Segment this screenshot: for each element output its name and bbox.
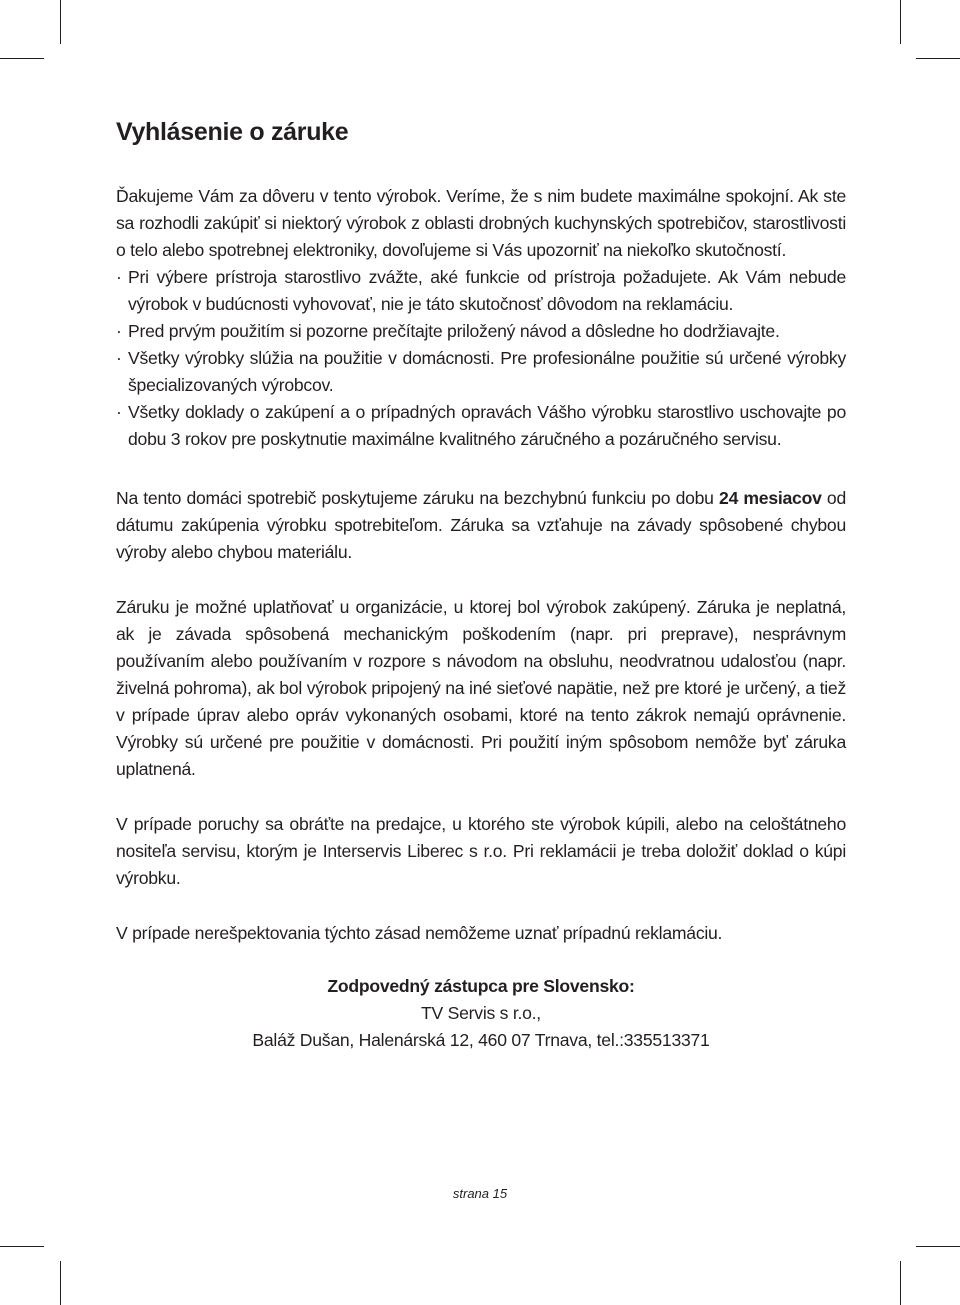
document-body — [116, 114, 846, 1054]
list-item: · Všetky doklady o zakúpení a o prípadných opravách Vášho výrobku starostlivo uschovajte po dobu 3 rokov pre poskytnutie maximálne kvalitného záručného a pozáručného servisu. — [116, 399, 846, 453]
warranty-paragraph: Na tento domáci spotrebič poskytujeme záruku na bezchybnú funkciu po dobu 24 mesiacov od dátumu zakúpenia výrobku spotrebiteľom. Záruka sa vzťahuje na závady spôsobené chybou výroby alebo chybou materiálu. — [116, 488, 846, 562]
crop-mark-bottom-left — [60, 1261, 61, 1305]
claim-paragraph: Záruku je možné uplatňovať u organizácie, u ktorej bol výrobok zakúpený. Záruka je neplatná, ak je závada spôsobená mechanickým poškodením (napr. pri preprave), nesprávnym používaním alebo používaním v rozpore s návodom na obsluhu, neodvratnou udalosťou (napr. živelná pohroma), ak bol výrobok pripojený na iné sieťové napätie, než pre ktoré je určený, a tiež v prípade úprav alebo opráv vykonaných osobami, ktoré na tento zákrok nemajú oprávnenie. Výrobky sú určené pre použitie v domácnosti. Pri použití iným spôsobom nemôže byť záruka uplatnená. — [116, 597, 846, 779]
intro-paragraph: Ďakujeme Vám za dôveru v tento výrobok. Veríme, že s nim budete maximálne spokojní. Ak ste sa rozhodli zakúpiť si niektorý výrobok z oblasti drobných kuchynských spotrebičov, starostlivosti o telo alebo spotrebnej elektroniky, dovoľujeme si Vás upozorniť na niekoľko skutočností. — [116, 186, 846, 260]
warranty-duration: 24 mesiacov — [719, 488, 822, 508]
list-item: · Pred prvým použitím si pozorne prečítajte priložený návod a dôsledne ho dodržiavajte. — [116, 318, 846, 345]
failure-paragraph: V prípade poruchy sa obráťte na predajce, u ktorého ste výrobok kúpili, alebo na celoštátneho nositeľa servisu, ktorým je Interservis Liberec s r.o. Pri reklamácii je treba doložiť doklad o kúpi výrobku. — [116, 814, 846, 888]
page-number: strana 15 — [452, 1186, 508, 1201]
representative-title: Zodpovedný zástupca pre Slovensko: — [327, 976, 635, 996]
bullet-marker: · — [116, 348, 122, 368]
crop-mark-top-right — [900, 0, 901, 44]
bullet-marker: · — [116, 321, 122, 341]
crop-mark-top-left — [60, 0, 61, 44]
crop-mark-top-left-h — [0, 58, 44, 59]
list-item: · Všetky výrobky slúžia na použitie v domácnosti. Pre profesionálne použitie sú určené výrobky špecializovaných výrobcov. — [116, 345, 846, 399]
crop-mark-bottom-right-h — [916, 1246, 960, 1247]
crop-mark-bottom-left-h — [0, 1246, 44, 1247]
bullet-marker: · — [116, 267, 122, 287]
representative-address: Baláž Dušan, Halenárská 12, 460 07 Trnava, tel.:335513371 — [252, 1030, 710, 1050]
crop-mark-bottom-right — [900, 1261, 901, 1305]
crop-mark-top-right-h — [916, 58, 960, 59]
disregard-paragraph: V prípade nerešpektovania týchto zásad nemôžeme uznať prípadnú reklamáciu. — [116, 923, 723, 943]
advice-list — [116, 264, 846, 453]
list-item: · Pri výbere prístroja starostlivo zvážte, aké funkcie od prístroja požadujete. Ak Vám nebude výrobok v budúcnosti vyhovovať, nie je táto skutočnosť dôvodom na reklamáciu. — [116, 264, 846, 318]
representative-block — [116, 973, 846, 1054]
bullet-marker: · — [116, 402, 122, 422]
page-title: Vyhlásenie o záruke — [116, 118, 349, 146]
representative-company: TV Servis s r.o., — [421, 1003, 541, 1023]
